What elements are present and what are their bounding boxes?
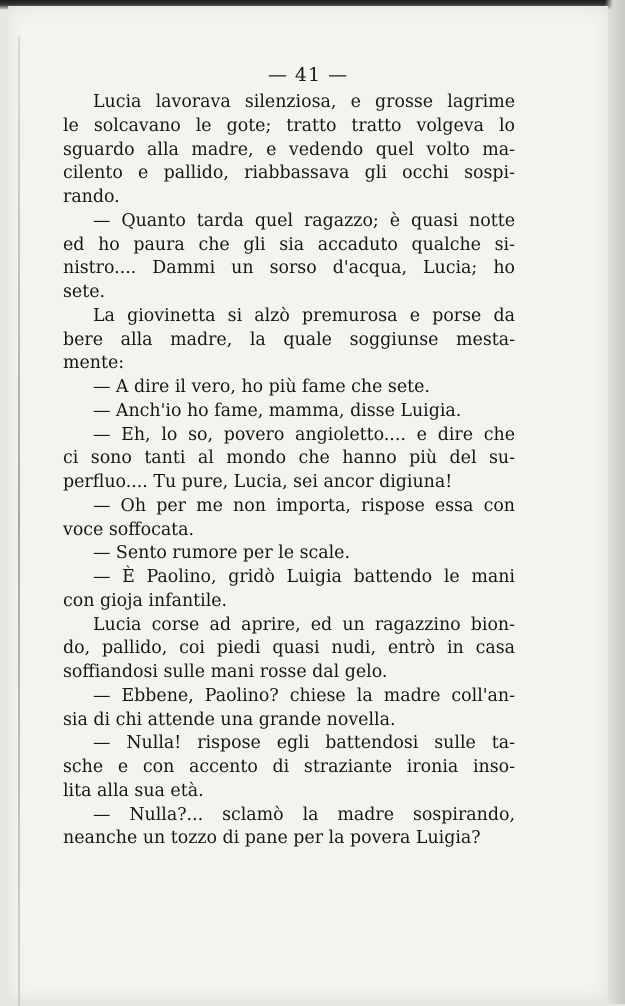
scan-right-edge <box>605 0 625 1004</box>
text-line: le solcavano le gote; tratto tratto volgeva lo <box>63 115 515 136</box>
text-line: — A dire il vero, ho più fame che sete. <box>93 377 430 397</box>
text-line: do, pallido, coi piedi quasi nudi, entrò in casa <box>63 638 515 659</box>
text-line: — Anch'io ho fame, mamma, disse Luigia. <box>93 400 462 421</box>
text-line: sete. <box>63 282 106 302</box>
body-text <box>63 91 515 851</box>
text-line: perfluo.... Tu pure, Lucia, sei ancor digiuna! <box>63 472 453 492</box>
text-line: — Nulla! rispose egli battendosi sulle ta- <box>93 733 515 754</box>
book-page <box>8 6 608 1000</box>
text-line: — Ebbene, Paolino? chiese la madre coll'an- <box>93 685 515 706</box>
text-line: — Oh per me non importa, rispose essa con <box>93 495 515 516</box>
text-line: con gioja infantile. <box>63 590 228 611</box>
text-line: ed ho paura che gli sia accaduto qualche si- <box>63 234 515 255</box>
text-line: voce soffocata. <box>63 519 195 540</box>
text-line: — Eh, lo so, povero angioletto.... e dire che <box>93 424 515 445</box>
text-line: — Nulla?... sclamò la madre sospirando, <box>93 804 515 825</box>
text-line: mente: <box>63 353 125 374</box>
text-line: soffiandosi sulle mani rosse dal gelo. <box>63 662 388 682</box>
page-number: — 41 — <box>267 64 349 86</box>
text-line: neanche un tozzo di pane per la povera Luigia? <box>63 828 481 849</box>
text-line: sguardo alla madre, e vedendo quel volto ma- <box>63 139 515 160</box>
text-line: — Sento rumore per le scale. <box>93 543 350 564</box>
text-line: La giovinetta si alzò premurosa e porse da <box>93 305 515 326</box>
text-line: cilento e pallido, riabbassava gli occhi sospi- <box>63 163 515 184</box>
binding-shadow <box>18 36 20 1006</box>
text-line: Lucia lavorava silenziosa, e grosse lagrime <box>93 92 515 112</box>
text-line: rando. <box>63 187 120 207</box>
text-line: ci sono tanti al mondo che hanno più del su- <box>63 448 515 469</box>
text-line: bere alla madre, la quale soggiunse mesta- <box>63 329 515 350</box>
text-line: — Quanto tarda quel ragazzo; è quasi notte <box>93 210 515 231</box>
text-line: sia di chi attende una grande novella. <box>63 709 396 730</box>
text-line: nistro.... Dammi un sorso d'acqua, Lucia; ho <box>63 258 515 279</box>
text-line: — È Paolino, gridò Luigia battendo le mani <box>93 567 515 587</box>
text-line: Lucia corse ad aprire, ed un ragazzino bion- <box>93 614 515 635</box>
text-line: lita alla sua età. <box>63 780 204 801</box>
text-line: sche e con accento di straziante ironia inso- <box>63 757 515 777</box>
